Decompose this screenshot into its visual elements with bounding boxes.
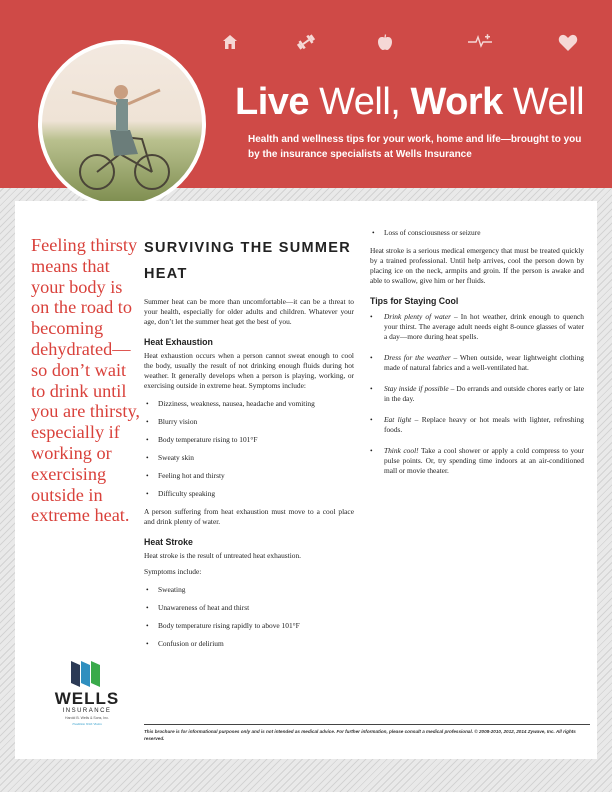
page-title [235,83,584,121]
heat-stroke-text: Heat stroke is the result of untreated heat exhaustion. [144,551,302,560]
tip-text: – Replace heavy or hot meals with lighter, refreshing foods. [384,415,584,434]
heat-stroke-symptoms [144,585,354,649]
tip-text: – When outside, wear lightweight clothing made of natural fabrics and a well-ventilated hat. [384,353,584,372]
tip-lead: Drink plenty of water [384,312,451,321]
list-item: • Blurry vision [144,417,354,427]
tip-item [370,415,584,435]
tip-lead: Think cool! [384,446,419,455]
tip-item [370,353,584,373]
tip-item [370,312,584,342]
logo-line3: Harold B. Wells & Sons, Inc. [65,716,109,720]
list-item: • Unawareness of heat and thirst [144,603,354,613]
tips-heading: Tips for Staying Cool [370,296,459,306]
list-item: • Sweaty skin [144,453,354,463]
heartbeat-icon [468,34,492,48]
heat-exhaustion-heading: Heat Exhaustion [144,337,213,347]
logo-line2: INSURANCE [62,708,112,714]
cyclist-photo [38,40,206,208]
tip-lead: Stay inside if possible [384,384,449,393]
icon-row [222,34,582,56]
tip-text: – In hot weather, drink enough to quench your thirst. The average adult needs eight 8-ounce glasses of water a day—more during heat spells. [384,312,584,341]
disclaimer: This brochure is for informational purposes only and is not intended as medical advice. For further information, please consult a medical professional. © 2008-2010, 2012, 2014 Zywave, Inc. All rights reserved. [144,729,576,741]
symptoms-label: Symptoms include: [144,567,202,576]
wells-insurance-logo [47,659,127,749]
list-item: • Body temperature rising to 101°F [144,435,354,445]
heat-exhaustion-symptoms [144,399,354,499]
logo-name: WELLS [54,689,120,708]
list-item: • Loss of consciousness or seizure [370,228,584,238]
list-item: • Body temperature rising rapidly to above 101°F [144,621,354,631]
heat-stroke-symptoms-cont [370,228,584,238]
list-item: • Sweating [144,585,354,595]
dumbbell-icon [296,34,316,50]
header-subtitle: Health and wellness tips for your work, home and life—brought to you by the insurance specialists at Wells Insurance [248,134,582,160]
heat-exhaustion-text: Heat exhaustion occurs when a person cannot sweat enough to cool the body, usually the result of not drinking enough fluids during hot weather. It generally develops when a person is playing, working, or exercising outside in extreme heat. Symptoms include: [144,351,354,390]
intro-paragraph: Summer heat can be more than uncomfortable—it can be a threat to your health, especially for older adults and children. Whatever your age, don’t let the summer heat get the best of you. [144,297,354,326]
logo-tagline: Tradition With Vision [72,722,102,726]
article-column-1 [144,235,354,657]
heart-icon [558,34,578,52]
tips-list [370,312,584,476]
title-work: Work [410,81,503,123]
article-headline: SURVIVING THE SUMMER HEAT [144,240,352,282]
tip-text: – Do errands and outside chores early or late in the day. [384,384,584,403]
heat-stroke-heading: Heat Stroke [144,537,193,547]
list-item: • Difficulty speaking [144,489,354,499]
footer-divider [144,724,590,725]
tip-text: Take a cool shower or apply a cold compress to your pulse points. Or, try spending time indoors at an air-conditioned mall or movie theater. [384,446,584,475]
apple-icon [377,34,393,51]
title-well-1: Well, [319,81,401,123]
tip-lead: Eat light [384,415,412,424]
heat-exhaustion-after: A person suffering from heat exhaustion must move to a cool place and drink plenty of water. [144,507,354,526]
tip-item [370,446,584,476]
cyclist-illustration [42,44,202,204]
list-item: • Dizziness, weakness, nausea, headache and vomiting [144,399,354,409]
heat-stroke-after: Heat stroke is a serious medical emergency that must be treated quickly by a trained professional. Until help arrives, cool the person down by placing ice on the neck, armpits and groin. If the person is awake and able to swallow, give him or her fluids. [370,246,584,285]
content-card [15,201,597,759]
title-well-2: Well [512,81,585,123]
list-item: • Confusion or delirium [144,639,354,649]
title-live: Live [235,81,310,123]
article-column-2 [370,228,584,487]
list-item: • Feeling hot and thirsty [144,471,354,481]
pull-quote: Feeling thirsty means that your body is on the road to becoming dehydrated—so don’t wait to drink until you are thirsty, especially if working or exercising outside in extreme heat. [31,235,140,526]
house-icon [222,34,238,50]
tip-lead: Dress for the weather [384,353,451,362]
header-banner [0,0,612,188]
tip-item [370,384,584,404]
logo-bars-icon [69,659,103,689]
